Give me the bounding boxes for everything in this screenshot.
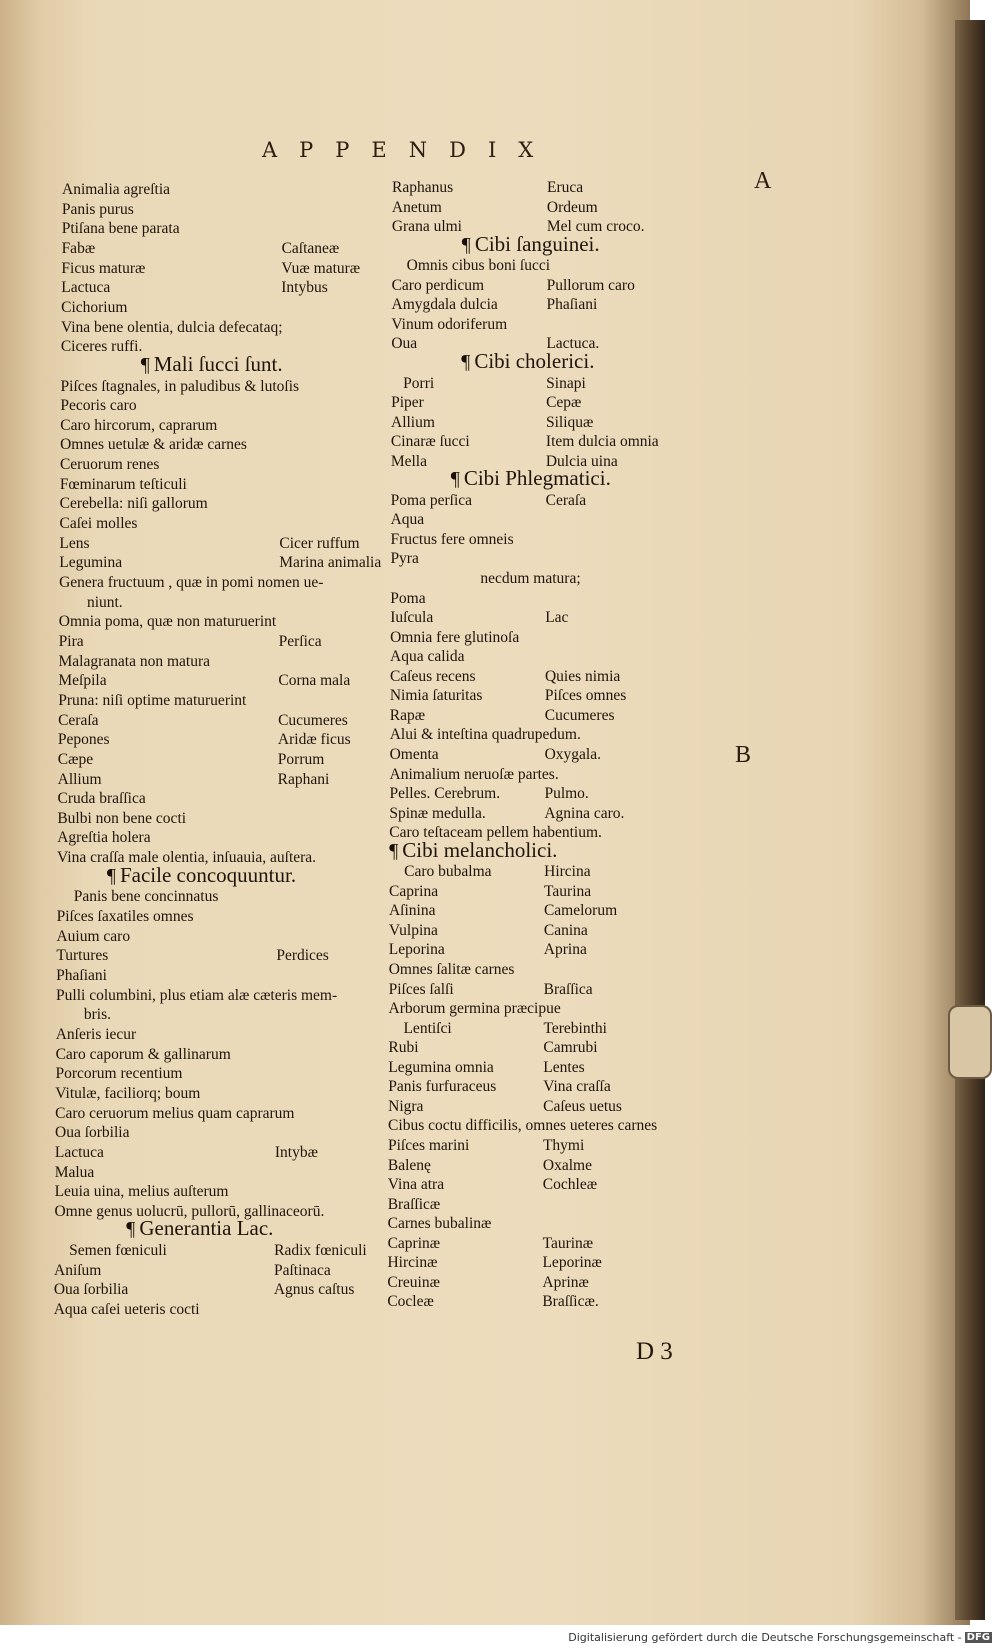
- right-line: [0, 394, 970, 413]
- entry-text: Vina atra: [387, 1176, 445, 1194]
- right-entry: [387, 1254, 437, 1272]
- right-line: [0, 766, 970, 785]
- right-entry-second: Oxalme: [542, 1156, 592, 1174]
- right-entry-second: Lac: [545, 609, 569, 627]
- right-entry: [391, 433, 470, 451]
- entry-text: Ptiſana bene parata: [61, 220, 180, 238]
- right-line: [0, 883, 970, 902]
- right-line: [0, 1215, 970, 1234]
- left-entry-second: Raphani: [277, 770, 330, 788]
- right-entry: [390, 766, 559, 784]
- right-entry-second: Ceraſa: [545, 491, 587, 509]
- right-line: [0, 348, 970, 374]
- right-line: [0, 316, 970, 335]
- right-line: [0, 922, 970, 941]
- right-entry: [388, 1215, 492, 1233]
- right-line: [0, 1039, 970, 1058]
- entry-text: Vinum odoriferum: [391, 315, 508, 333]
- right-line: [0, 1137, 970, 1156]
- right-line: [0, 466, 970, 491]
- right-entry: [403, 1020, 451, 1038]
- entry-text: Creuinæ: [387, 1273, 440, 1291]
- right-entry: [389, 961, 515, 979]
- pilcrow-icon: ¶: [140, 353, 150, 376]
- right-entry: [480, 570, 580, 588]
- entry-text: Malagranata non matura: [58, 652, 210, 670]
- left-entry-second: Perdices: [276, 947, 329, 965]
- right-line: [0, 296, 970, 315]
- right-line: [0, 590, 970, 609]
- right-entry: [392, 199, 442, 217]
- right-line: [0, 1157, 970, 1176]
- entry-text: Pruna: niſi optime maturuerint: [58, 691, 247, 709]
- entry-text: Braſſicæ: [387, 1195, 441, 1213]
- entry-text: Vina bene olentia, dulcia defecataq;: [60, 318, 283, 336]
- entry-text: Caro hircorum, caprarum: [60, 416, 218, 434]
- right-line: [0, 1020, 970, 1039]
- page-edge: [955, 20, 985, 1620]
- right-entry: [392, 218, 462, 236]
- right-line: [0, 1254, 970, 1273]
- right-entry: [403, 375, 434, 393]
- entry-text: Animalia agreſtia: [62, 181, 171, 198]
- right-entry: [389, 785, 500, 803]
- right-entry: [391, 335, 417, 353]
- entry-text: Leuia uina, melius auſterum: [54, 1183, 229, 1201]
- entry-text: Piſces ſaxatiles omnes: [56, 908, 194, 926]
- right-line: [0, 1196, 970, 1215]
- right-entry: [388, 1137, 469, 1155]
- entry-text: Facile concoquuntur.: [119, 862, 297, 887]
- right-line: [0, 1235, 970, 1254]
- entry-text: Cerebella: niſi gallorum: [59, 495, 208, 513]
- footer: [568, 1631, 992, 1644]
- entry-text: Fœminarum teſticuli: [59, 475, 187, 493]
- entry-text: Piſces ſtagnales, in paludibus & lutoſis: [60, 377, 300, 395]
- entry-text: Ceraſa: [58, 711, 99, 729]
- right-line: [0, 570, 970, 589]
- section-heading: [451, 466, 611, 491]
- right-entry: [392, 296, 498, 314]
- entry-text: Poma perſica: [390, 491, 473, 509]
- right-entry: [390, 726, 581, 744]
- right-entry: [389, 883, 438, 901]
- right-line: [0, 179, 970, 198]
- right-entry-second: Agnina caro.: [544, 804, 625, 822]
- right-entry-second: Hircina: [544, 863, 591, 881]
- right-entry: [387, 1274, 440, 1292]
- entry-text: Legumina: [59, 554, 123, 572]
- entry-text: Omenta: [389, 745, 439, 763]
- pilcrow-icon: ¶: [450, 468, 460, 491]
- pilcrow-icon: ¶: [461, 233, 471, 256]
- entry-text: Aſinina: [388, 902, 436, 920]
- right-entry: [388, 1039, 418, 1057]
- entry-text: Omne genus uolucrū, pullorū, gallinaceorū.: [54, 1202, 325, 1220]
- right-entry: [388, 1196, 441, 1214]
- margin-letter-b: B: [735, 742, 752, 768]
- left-entry-second: Marina animalia: [279, 554, 382, 572]
- right-entry-second: Mel cum croco.: [546, 218, 645, 236]
- entry-text: Pyra: [390, 550, 419, 568]
- right-entry: [389, 1000, 561, 1018]
- pilcrow-icon: ¶: [389, 839, 399, 862]
- entry-text: Porcorum recentium: [55, 1065, 183, 1083]
- right-line: [0, 257, 970, 276]
- right-line: [0, 433, 970, 452]
- right-entry-second: Cucumeres: [544, 706, 615, 724]
- right-line: [0, 687, 970, 706]
- entry-text: Fructus fere omneis: [390, 530, 514, 548]
- right-line: [0, 414, 970, 433]
- right-entry-second: Taurina: [544, 882, 592, 900]
- right-entry-second: Vina craſſa: [543, 1078, 611, 1096]
- right-entry-second: Aprina: [543, 941, 587, 959]
- entry-text: Pecoris caro: [60, 397, 137, 415]
- entry-text: Allium: [391, 413, 435, 431]
- entry-text: niunt.: [86, 593, 123, 611]
- left-entry-second: Cicer ruffum: [279, 534, 360, 552]
- entry-text: Grana ulmi: [391, 218, 462, 236]
- entry-text: Anetum: [391, 198, 442, 216]
- entry-text: Meſpila: [58, 672, 107, 690]
- right-entry-second: Caſeus uetus: [543, 1097, 622, 1115]
- left-entry-second: Corna mala: [278, 672, 351, 690]
- right-line: [0, 707, 970, 726]
- right-entry-second: Thymi: [542, 1136, 585, 1154]
- right-entry: [390, 590, 425, 608]
- clasp-tab: [948, 1005, 992, 1079]
- entry-text: Cibi cholerici.: [474, 348, 595, 373]
- right-line: [0, 648, 970, 667]
- left-entry-second: Cucumeres: [278, 711, 348, 729]
- left-entry-second: Intybus: [281, 279, 328, 297]
- right-entry: [390, 707, 425, 725]
- left-entry-second: Vuæ maturæ: [281, 259, 361, 277]
- right-line: [0, 277, 970, 296]
- entry-text: Nimia ſaturitas: [389, 687, 483, 705]
- entry-text: Omnes uetulæ & aridæ carnes: [60, 436, 247, 454]
- right-entry: [390, 648, 464, 666]
- entry-text: Hircinæ: [387, 1254, 438, 1272]
- right-line: [0, 1098, 970, 1117]
- entry-text: Leporina: [388, 941, 445, 959]
- right-line: [0, 1176, 970, 1195]
- entry-text: Caſeus recens: [389, 667, 476, 685]
- entry-text: Auium caro: [56, 927, 131, 945]
- entry-text: Genera fructuum , quæ in pomi nomen ue-: [59, 574, 324, 591]
- right-entry-second: Leporinæ: [542, 1254, 602, 1272]
- right-entry: [391, 316, 507, 334]
- entry-text: Caro perdicum: [391, 276, 485, 294]
- right-entry: [388, 1078, 496, 1096]
- left-entry-second: Perſica: [278, 632, 322, 650]
- right-line: [0, 941, 970, 960]
- right-entry: [388, 1235, 441, 1253]
- entry-text: Carnes bubalinæ: [387, 1215, 492, 1233]
- entry-text: Anſeris iecur: [55, 1025, 137, 1043]
- right-entry: [391, 511, 425, 529]
- right-entry-second: Lactuca.: [546, 335, 600, 353]
- entry-text: Malua: [54, 1163, 95, 1181]
- entry-text: Piſces ſalſi: [388, 980, 454, 998]
- right-entry: [391, 394, 424, 412]
- entry-text: Semen fœniculi: [69, 1242, 167, 1260]
- entry-text: Oua: [391, 335, 418, 353]
- right-entry-second: Terebinthi: [543, 1019, 607, 1037]
- right-line: [0, 629, 970, 648]
- entry-text: Oua ſorbilia: [55, 1124, 130, 1142]
- right-entry: [391, 414, 435, 432]
- entry-text: Porri: [403, 374, 435, 392]
- entry-text: Omnis cibus boni ſucci: [406, 257, 551, 275]
- entry-text: Raphanus: [392, 179, 454, 196]
- right-line: [0, 609, 970, 631]
- right-entry: [387, 1293, 434, 1311]
- pilcrow-icon: ¶: [126, 1218, 136, 1241]
- entry-text: bris.: [83, 1006, 112, 1024]
- entry-text: Poma: [390, 589, 426, 607]
- entry-text: Spinæ medulla.: [389, 804, 486, 822]
- entry-text: Pelles. Cerebrum.: [389, 785, 501, 803]
- right-entry-second: Braſſicæ.: [542, 1293, 599, 1311]
- entry-text: Ciceres ruffi.: [60, 338, 143, 356]
- right-line: [0, 746, 970, 765]
- entry-text: Nigra: [388, 1097, 424, 1115]
- entry-text: Vitulæ, faciliorq; boum: [55, 1084, 201, 1102]
- right-entry: [404, 863, 491, 881]
- dfg-logo: DFG: [966, 1632, 990, 1643]
- entry-text: Legumina omnia: [388, 1058, 494, 1076]
- entry-text: Caro ceruorum melius quam caprarum: [55, 1104, 295, 1122]
- right-line: [0, 550, 970, 572]
- right-entry-second: Oxygala.: [544, 745, 601, 763]
- section-heading: [462, 232, 600, 257]
- right-entry-second: Quies nimia: [544, 667, 621, 685]
- right-entry-second: Dulcia uina: [545, 452, 618, 470]
- right-line: [0, 805, 970, 824]
- entry-text: Arborum germina præcipue: [388, 1000, 561, 1018]
- entry-text: Rapæ: [389, 706, 426, 724]
- left-entry-second: Agnus caſtus: [273, 1281, 355, 1299]
- left-entry-second: Intybæ: [274, 1143, 318, 1161]
- signature-mark: D 3: [636, 1338, 673, 1365]
- entry-text: Caro caporum & gallinarum: [55, 1045, 231, 1063]
- right-line: [0, 1078, 970, 1097]
- right-line: [0, 375, 970, 394]
- entry-text: Cibi ſanguinei.: [474, 231, 600, 256]
- entry-text: Caro teſtaceam pellem habentium.: [389, 824, 602, 842]
- entry-text: Omnia fere glutinoſa: [390, 628, 520, 646]
- entry-text: Aqua caſei ueteris cocti: [53, 1301, 200, 1319]
- entry-text: Rubi: [388, 1039, 419, 1057]
- entry-text: Cichorium: [61, 298, 128, 316]
- right-entry-second: Camrubi: [543, 1039, 598, 1057]
- entry-text: Omnia poma, quæ non maturuerint: [58, 613, 277, 631]
- entry-text: Vulpina: [388, 921, 438, 939]
- entry-text: Alui & inteſtina quadrupedum.: [389, 726, 581, 744]
- entry-text: Pira: [58, 632, 84, 650]
- right-line: [0, 981, 970, 1000]
- right-line: [0, 1117, 970, 1136]
- entry-text: Lactuca: [61, 279, 111, 297]
- right-entry-second: Taurinæ: [542, 1234, 594, 1252]
- entry-text: Aqua calida: [390, 648, 465, 666]
- right-entry: [390, 629, 519, 647]
- right-entry-second: Ordeum: [546, 198, 598, 216]
- entry-text: Lens: [59, 534, 90, 552]
- left-entry-second: Caſtaneæ: [281, 239, 340, 257]
- right-line: [0, 961, 970, 980]
- entry-text: Cibus coctu difficilis, omnes ueteres carnes: [388, 1117, 658, 1135]
- entry-text: Caro bubalma: [404, 863, 492, 881]
- right-entry: [388, 1059, 493, 1077]
- right-line: [0, 785, 970, 804]
- right-entry: [390, 687, 483, 705]
- entry-text: Omnes ſalitæ carnes: [388, 961, 515, 978]
- right-line: [0, 1274, 970, 1293]
- entry-text: Pepones: [57, 731, 110, 749]
- page-heading: APPENDIX: [262, 138, 556, 162]
- right-entry-second: Canina: [543, 921, 588, 939]
- right-line: [0, 726, 970, 745]
- entry-text: Cibi Phlegmatici.: [463, 466, 611, 491]
- pilcrow-icon: ¶: [461, 350, 471, 373]
- right-line: [0, 492, 970, 511]
- footer-text: Digitalisierung gefördert durch die Deutsche Forschungsgemeinschaft -: [568, 1631, 962, 1644]
- right-entry: [390, 746, 439, 764]
- entry-text: Panis purus: [61, 200, 134, 218]
- entry-text: Caprinæ: [387, 1234, 441, 1252]
- left-entry-second: Radix fœniculi: [274, 1242, 367, 1260]
- right-entry: [391, 453, 427, 471]
- right-entry-second: Cepæ: [546, 394, 582, 412]
- entry-text: Allium: [57, 770, 102, 788]
- right-line: [0, 863, 970, 882]
- right-entry: [389, 805, 485, 823]
- right-line: [0, 511, 970, 533]
- right-entry: [389, 902, 436, 920]
- right-line: [0, 531, 970, 550]
- entry-text: Vina craſſa male olentia, inſuauia, auſtera.: [57, 849, 317, 867]
- entry-text: Bulbi non bene cocti: [57, 809, 187, 827]
- section-heading: [461, 349, 594, 374]
- right-entry: [389, 981, 454, 999]
- entry-text: Balenę: [387, 1156, 431, 1174]
- entry-text: Fabæ: [61, 239, 96, 257]
- entry-text: Cæpe: [57, 750, 94, 768]
- right-entry: [390, 668, 476, 686]
- right-entry-second: Braſſica: [543, 980, 593, 998]
- right-entry-second: Lentes: [543, 1058, 585, 1076]
- right-entry-second: Phaſiani: [546, 296, 598, 314]
- right-entry-second: Cochleæ: [542, 1176, 598, 1194]
- right-line: [0, 902, 970, 921]
- right-entry-second: Aprinæ: [542, 1273, 589, 1291]
- right-line: [0, 231, 970, 257]
- entry-text: Cinaræ ſucci: [390, 433, 470, 451]
- section-heading: [389, 838, 557, 863]
- entry-text: Phaſiani: [56, 967, 107, 984]
- right-entry-second: Pullorum caro: [546, 276, 635, 294]
- left-entry-second: Porrum: [277, 750, 325, 768]
- entry-text: Ficus maturæ: [61, 259, 146, 277]
- entry-text: Agreſtia holera: [57, 829, 151, 847]
- entry-text: Generantia Lac.: [139, 1216, 274, 1241]
- right-entry: [390, 550, 418, 568]
- entry-text: Cocleæ: [387, 1293, 434, 1311]
- entry-text: Aqua: [390, 511, 425, 529]
- right-entry: [391, 531, 514, 549]
- right-entry-second: Item dulcia omnia: [545, 433, 659, 451]
- right-entry-second: Eruca: [547, 179, 584, 196]
- entry-text: Mella: [390, 452, 427, 470]
- right-entry: [391, 492, 472, 510]
- entry-text: Lactuca: [54, 1143, 104, 1161]
- right-line: [0, 1293, 970, 1312]
- right-entry: [388, 1117, 657, 1135]
- entry-text: Oua ſorbilia: [53, 1281, 129, 1299]
- right-entry-second: Camelorum: [543, 902, 618, 920]
- right-entry: [388, 1176, 444, 1194]
- entry-text: Mali ſucci ſunt.: [153, 351, 283, 376]
- right-entry-second: Sinapi: [546, 374, 586, 392]
- entry-text: Caprina: [389, 882, 439, 900]
- entry-text: Pulli columbini, plus etiam alæ cæteris mem-: [56, 986, 338, 1004]
- left-entry-second: Aridæ ficus: [277, 731, 351, 749]
- right-entry: [407, 257, 550, 275]
- right-entry: [390, 609, 433, 627]
- entry-text: Lentiſci: [403, 1019, 452, 1037]
- right-line: [0, 667, 970, 690]
- right-entry: [392, 277, 485, 295]
- right-entry: [392, 179, 453, 197]
- entry-text: Aniſum: [54, 1261, 102, 1279]
- entry-text: Amygdala dulcia: [391, 296, 498, 314]
- right-line: [0, 1059, 970, 1078]
- entry-text: Iuſcula: [390, 609, 434, 627]
- right-line: [0, 199, 970, 218]
- right-entry-second: Siliquæ: [546, 413, 594, 431]
- entry-text: Caſei molles: [59, 515, 138, 533]
- pilcrow-icon: ¶: [106, 864, 116, 887]
- right-entry-second: Piſces omnes: [544, 687, 627, 705]
- left-entry-second: Paſtinaca: [274, 1261, 331, 1279]
- margin-letter-a: A: [754, 168, 772, 194]
- entry-text: Piſces marini: [387, 1136, 470, 1154]
- entry-text: necdum matura;: [480, 570, 581, 587]
- entry-text: Panis bene concinnatus: [73, 888, 219, 906]
- entry-text: Cruda braſſica: [57, 790, 146, 808]
- entry-text: Ceruorum renes: [59, 456, 160, 474]
- entry-text: Piper: [391, 394, 424, 412]
- entry-text: Animalium neruoſæ partes.: [389, 765, 559, 783]
- right-line: [0, 1000, 970, 1019]
- right-entry: [389, 941, 445, 959]
- right-entry: [388, 1157, 431, 1175]
- right-entry-second: Pulmo.: [544, 785, 589, 803]
- right-entry: [389, 922, 438, 940]
- entry-text: Turtures: [56, 947, 109, 965]
- entry-text: Cibi melancholici.: [402, 837, 558, 862]
- entry-text: Panis furfuraceus: [388, 1078, 497, 1096]
- right-entry: [388, 1098, 423, 1116]
